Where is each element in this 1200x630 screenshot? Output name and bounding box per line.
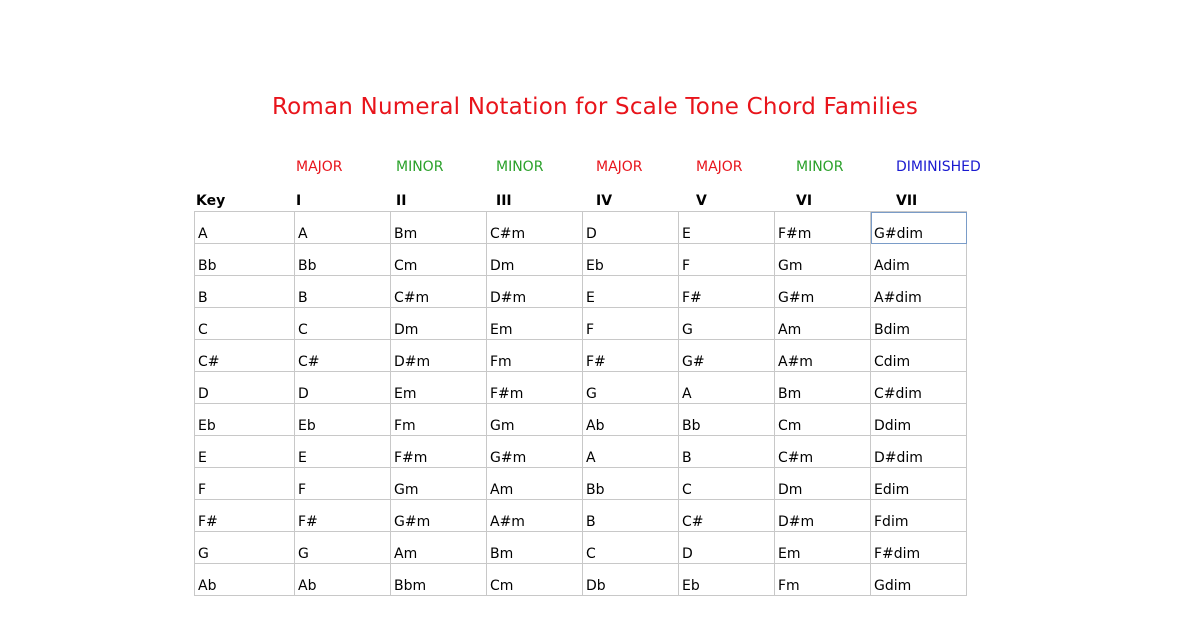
chord-cell[interactable]: C#: [295, 340, 391, 372]
key-cell[interactable]: G: [195, 532, 295, 564]
chord-cell[interactable]: G: [583, 372, 679, 404]
chord-cell[interactable]: Bm: [775, 372, 871, 404]
quality-label-major: MAJOR: [296, 159, 343, 175]
chord-cell[interactable]: Gdim: [871, 564, 967, 596]
chord-cell[interactable]: A#m: [487, 500, 583, 532]
chord-cell[interactable]: F: [295, 468, 391, 500]
chord-cell[interactable]: Cm: [487, 564, 583, 596]
chord-cell[interactable]: Eb: [679, 564, 775, 596]
chord-cell[interactable]: Adim: [871, 244, 967, 276]
table-row: [195, 468, 967, 500]
quality-label-diminished: DIMINISHED: [896, 159, 981, 175]
table-row: [195, 276, 967, 308]
chord-cell[interactable]: Bm: [487, 532, 583, 564]
chord-cell[interactable]: G#m: [487, 436, 583, 468]
chord-cell[interactable]: G#m: [391, 500, 487, 532]
chord-cell[interactable]: D#m: [487, 276, 583, 308]
chord-cell[interactable]: D: [295, 372, 391, 404]
key-cell[interactable]: A: [195, 212, 295, 244]
chord-cell[interactable]: C#m: [391, 276, 487, 308]
table-row: [195, 340, 967, 372]
chord-cell[interactable]: Ddim: [871, 404, 967, 436]
table-row: [195, 404, 967, 436]
table-row: [195, 212, 967, 244]
chord-cell[interactable]: Em: [775, 532, 871, 564]
table-row: [195, 372, 967, 404]
chord-table: [194, 211, 967, 596]
key-cell[interactable]: B: [195, 276, 295, 308]
column-header-vii: VII: [896, 193, 918, 209]
chord-cell[interactable]: E: [679, 212, 775, 244]
chord-cell[interactable]: D#m: [391, 340, 487, 372]
chord-cell[interactable]: Bdim: [871, 308, 967, 340]
chord-cell[interactable]: C#: [679, 500, 775, 532]
chord-cell[interactable]: Eb: [583, 244, 679, 276]
quality-label-minor: MINOR: [796, 159, 844, 175]
chord-cell[interactable]: B: [295, 276, 391, 308]
chord-cell[interactable]: Gm: [391, 468, 487, 500]
chord-cell[interactable]: Dm: [487, 244, 583, 276]
column-header-key: Key: [196, 193, 226, 209]
chord-cell[interactable]: G#dim: [871, 212, 967, 244]
chord-cell[interactable]: Am: [391, 532, 487, 564]
chord-cell[interactable]: F#: [295, 500, 391, 532]
column-header-ii: II: [396, 193, 407, 209]
chord-cell[interactable]: F#: [583, 340, 679, 372]
quality-label-major: MAJOR: [696, 159, 743, 175]
key-cell[interactable]: C#: [195, 340, 295, 372]
chord-cell[interactable]: D#dim: [871, 436, 967, 468]
column-header-vi: VI: [796, 193, 813, 209]
key-cell[interactable]: C: [195, 308, 295, 340]
chord-cell[interactable]: Fdim: [871, 500, 967, 532]
chord-cell[interactable]: B: [583, 500, 679, 532]
chord-cell[interactable]: C#m: [775, 436, 871, 468]
key-cell[interactable]: D: [195, 372, 295, 404]
chord-cell[interactable]: Fm: [487, 340, 583, 372]
chord-cell[interactable]: C: [295, 308, 391, 340]
chord-cell[interactable]: Eb: [295, 404, 391, 436]
chord-cell[interactable]: F#m: [775, 212, 871, 244]
chord-cell[interactable]: A: [295, 212, 391, 244]
chord-cell[interactable]: Gm: [775, 244, 871, 276]
chord-cell[interactable]: Db: [583, 564, 679, 596]
chord-cell[interactable]: Bb: [679, 404, 775, 436]
table-row: [195, 564, 967, 596]
chord-cell[interactable]: F#: [679, 276, 775, 308]
quality-label-minor: MINOR: [396, 159, 444, 175]
chord-cell[interactable]: Fm: [775, 564, 871, 596]
chord-cell[interactable]: F#dim: [871, 532, 967, 564]
chord-cell[interactable]: Cdim: [871, 340, 967, 372]
chord-cell[interactable]: Bbm: [391, 564, 487, 596]
chord-cell[interactable]: Em: [487, 308, 583, 340]
quality-label-major: MAJOR: [596, 159, 643, 175]
chord-cell[interactable]: Cm: [391, 244, 487, 276]
chord-cell[interactable]: Ab: [295, 564, 391, 596]
chord-cell[interactable]: G: [295, 532, 391, 564]
chord-cell[interactable]: C: [679, 468, 775, 500]
chord-cell[interactable]: A#dim: [871, 276, 967, 308]
chord-cell[interactable]: C: [583, 532, 679, 564]
chord-cell[interactable]: A: [583, 436, 679, 468]
chord-cell[interactable]: C#m: [487, 212, 583, 244]
chord-cell[interactable]: D: [583, 212, 679, 244]
chord-cell[interactable]: E: [295, 436, 391, 468]
chord-cell[interactable]: F: [679, 244, 775, 276]
key-cell[interactable]: Eb: [195, 404, 295, 436]
page-title: Roman Numeral Notation for Scale Tone Chord Families: [271, 94, 919, 120]
chord-cell[interactable]: E: [583, 276, 679, 308]
key-cell[interactable]: Bb: [195, 244, 295, 276]
chord-cell[interactable]: A#m: [775, 340, 871, 372]
key-cell[interactable]: F: [195, 468, 295, 500]
column-header-iv: IV: [596, 193, 613, 209]
table-row: [195, 244, 967, 276]
key-cell[interactable]: Ab: [195, 564, 295, 596]
chord-cell[interactable]: Ab: [583, 404, 679, 436]
table-row: [195, 436, 967, 468]
chord-cell[interactable]: Bm: [391, 212, 487, 244]
chord-cell[interactable]: Cm: [775, 404, 871, 436]
chord-cell[interactable]: Am: [775, 308, 871, 340]
chord-cell[interactable]: Dm: [775, 468, 871, 500]
chord-cell[interactable]: B: [679, 436, 775, 468]
chord-cell[interactable]: A: [679, 372, 775, 404]
chord-cell[interactable]: Am: [487, 468, 583, 500]
column-header-v: V: [696, 193, 707, 209]
table-row: [195, 308, 967, 340]
chord-cell[interactable]: C#dim: [871, 372, 967, 404]
column-header-i: I: [296, 193, 302, 209]
chord-cell[interactable]: Dm: [391, 308, 487, 340]
chord-cell[interactable]: F#m: [391, 436, 487, 468]
chord-cell[interactable]: G#: [679, 340, 775, 372]
chord-cell[interactable]: G#m: [775, 276, 871, 308]
chord-cell[interactable]: D: [679, 532, 775, 564]
quality-label-minor: MINOR: [496, 159, 544, 175]
table-row: [195, 532, 967, 564]
chord-cell[interactable]: Bb: [583, 468, 679, 500]
chord-cell[interactable]: Fm: [391, 404, 487, 436]
key-cell[interactable]: F#: [195, 500, 295, 532]
key-cell[interactable]: E: [195, 436, 295, 468]
chord-cell[interactable]: Em: [391, 372, 487, 404]
table-row: [195, 500, 967, 532]
column-header-iii: III: [496, 193, 512, 209]
chord-cell[interactable]: G: [679, 308, 775, 340]
chord-cell[interactable]: F#m: [487, 372, 583, 404]
chord-cell[interactable]: F: [583, 308, 679, 340]
chord-cell[interactable]: Gm: [487, 404, 583, 436]
chord-cell[interactable]: Bb: [295, 244, 391, 276]
chord-cell[interactable]: Edim: [871, 468, 967, 500]
chord-cell[interactable]: D#m: [775, 500, 871, 532]
